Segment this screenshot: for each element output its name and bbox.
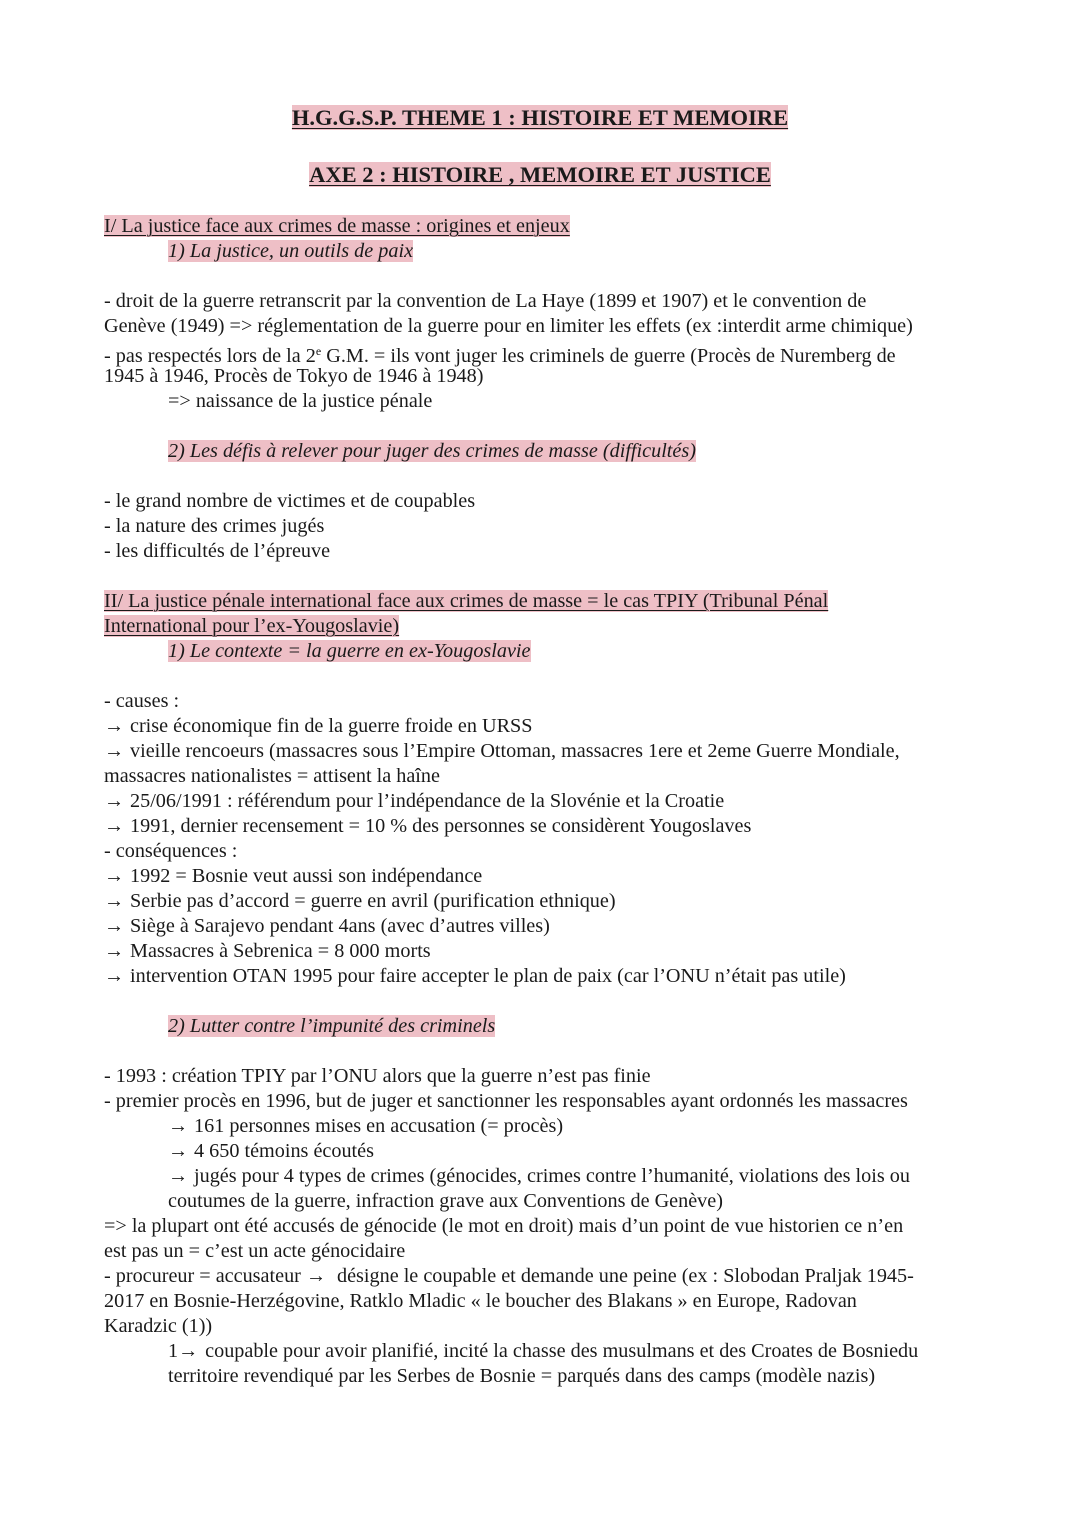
arrow-icon: → (168, 1115, 189, 1137)
axis-title: AXE 2 : HISTOIRE , MEMOIRE ET JUSTICE (309, 162, 771, 187)
text-line: - droit de la guerre retranscrit par la convention de La Haye (1899 et 1907) et le convention de (104, 290, 867, 312)
subsection-heading-2-2: 2) Lutter contre l’impunité des criminels (168, 1015, 496, 1037)
text-line: - les difficultés de l’épreuve (104, 540, 331, 562)
list-item: → 25/06/1991 : référendum pour l’indépendance de la Slovénie et la Croatie (104, 790, 725, 812)
list-item: → Massacres à Sebrenica = 8 000 morts (104, 940, 431, 962)
list-item: → 161 personnes mises en accusation (= procès) (168, 1115, 564, 1137)
section-heading-2-cont: International pour l’ex-Yougoslavie) (104, 615, 400, 637)
subsection-heading-1-2: 2) Les défis à relever pour juger des crimes de masse (difficultés) (168, 440, 696, 462)
text-line: - le grand nombre de victimes et de coupables (104, 490, 476, 512)
text-line: - procureur = accusateur → désigne le coupable et demande une peine (ex : Slobodan Praljak 1945- (104, 1265, 914, 1287)
text-line: massacres nationalistes = attisent la haîne (104, 765, 440, 787)
list-item: → 4 650 témoins écoutés (168, 1140, 374, 1162)
section-heading-2: II/ La justice pénale international face aux crimes de masse = le cas TPIY (Tribunal Pénal (104, 590, 829, 612)
arrow-icon: → (104, 890, 125, 912)
list-item: → intervention OTAN 1995 pour faire accepter le plan de paix (car l’ONU n’était pas utile) (104, 965, 846, 987)
list-item: → 1991, dernier recensement = 10 % des personnes se considèrent Yougoslaves (104, 815, 752, 837)
arrow-icon: → (104, 865, 125, 887)
text-line: coutumes de la guerre, infraction grave aux Conventions de Genève) (168, 1190, 723, 1212)
list-item: → Serbie pas d’accord = guerre en avril (purification ethnique) (104, 890, 616, 912)
text-line: Karadzic (1)) (104, 1315, 213, 1337)
text-line: est pas un = c’est un acte génocidaire (104, 1240, 406, 1262)
text-line: => la plupart ont été accusés de génocide (le mot en droit) mais d’un point de vue historien ce n’en (104, 1215, 904, 1237)
arrow-icon: → (178, 1340, 199, 1362)
arrow-icon: → (168, 1165, 189, 1187)
arrow-icon: → (104, 965, 125, 987)
footnote-number: 1 (168, 1340, 179, 1362)
footnote-line: 1→ coupable pour avoir planifié, incité la chasse des musulmans et des Croates de Bosniedu (168, 1340, 919, 1362)
arrow-icon: → (305, 1265, 327, 1287)
text-line: 2017 en Bosnie-Herzégovine, Ratklo Mladic « le boucher des Blakans » en Europe, Radovan (104, 1290, 857, 1312)
subsection-heading-2-1: 1) Le contexte = la guerre en ex-Yougoslavie (168, 640, 531, 662)
arrow-icon: → (104, 740, 125, 762)
arrow-icon: → (104, 940, 125, 962)
text-line: - 1993 : création TPIY par l’ONU alors que la guerre n’est pas finie (104, 1065, 651, 1087)
arrow-icon: → (104, 715, 125, 737)
footnote-line: territoire revendiqué par les Serbes de Bosnie = parqués dans des camps (modèle nazis) (168, 1365, 876, 1387)
subsection-heading-1-1: 1) La justice, un outils de paix (168, 240, 414, 262)
text-line: 1945 à 1946, Procès de Tokyo de 1946 à 1948) (104, 365, 484, 387)
arrow-icon: → (104, 815, 125, 837)
arrow-icon: → (104, 915, 125, 937)
list-item: → vieille rencoeurs (massacres sous l’Empire Ottoman, massacres 1ere et 2eme Guerre Mondiale, (104, 740, 900, 762)
arrow-icon: → (104, 790, 125, 812)
text-line: - la nature des crimes jugés (104, 515, 325, 537)
list-item: → Siège à Sarajevo pendant 4ans (avec d’autres villes) (104, 915, 550, 937)
text-line: Genève (1949) => réglementation de la guerre pour en limiter les effets (ex :interdit arme chimique) (104, 315, 913, 337)
section-heading-1: I/ La justice face aux crimes de masse : origines et enjeux (104, 215, 570, 237)
list-item: → jugés pour 4 types de crimes (génocides, crimes contre l’humanité, violations des lois ou (168, 1165, 910, 1187)
text-line: - premier procès en 1996, but de juger et sanctionner les responsables ayant ordonnés les massacres (104, 1090, 908, 1112)
page-title: H.G.G.S.P. THEME 1 : HISTOIRE ET MEMOIRE (291, 105, 789, 130)
arrow-icon: → (168, 1140, 189, 1162)
text-line: => naissance de la justice pénale (168, 390, 433, 412)
superscript: e (315, 344, 322, 358)
text-line: - causes : (104, 690, 180, 712)
list-item: → crise économique fin de la guerre froide en URSS (104, 715, 533, 737)
text-line: - conséquences : (104, 840, 238, 862)
text-line: - pas respectés lors de la 2e G.M. = ils vont juger les criminels de guerre (Procès de Nuremberg de (104, 344, 896, 367)
list-item: → 1992 = Bosnie veut aussi son indépendance (104, 865, 483, 887)
